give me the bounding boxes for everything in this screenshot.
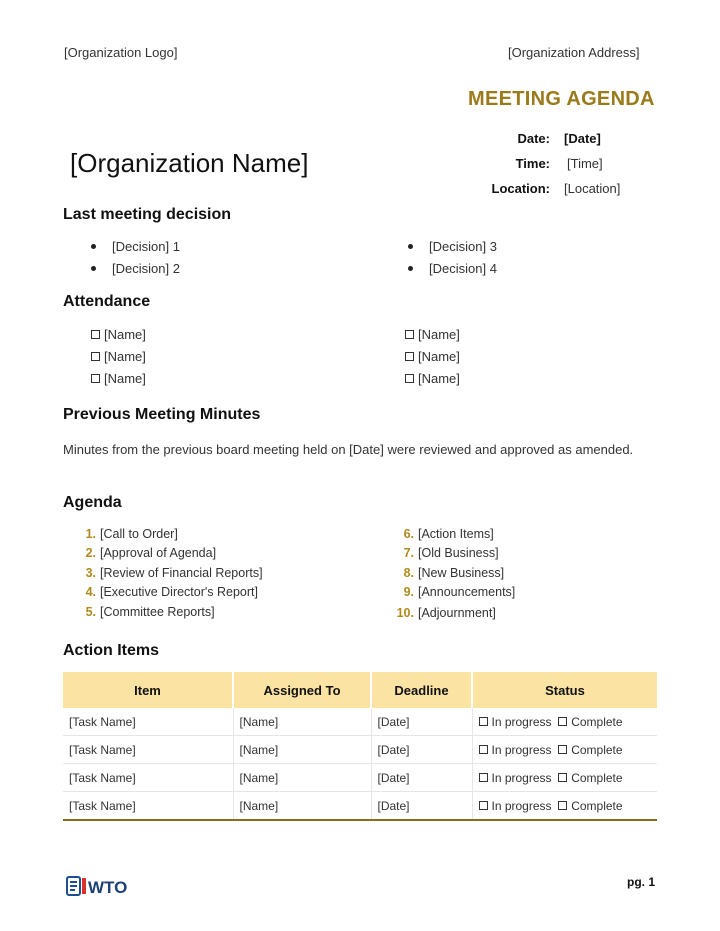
bullet-icon (408, 244, 413, 249)
assigned-cell: [Name] (233, 708, 371, 736)
agenda-item (74, 585, 258, 599)
attendee-item (91, 327, 146, 342)
action-items-table (63, 672, 657, 821)
agenda-label: [Adjournment] (418, 606, 496, 620)
agenda-label: [New Business] (418, 566, 505, 580)
task-name-cell: [Task Name] (63, 708, 233, 736)
organization-address-placeholder: [Organization Address] (508, 45, 640, 60)
checkbox-icon[interactable] (405, 374, 414, 383)
agenda-label: [Announcements] (418, 585, 516, 599)
agenda-item (392, 606, 496, 620)
status-cell (472, 792, 657, 821)
checkbox-icon[interactable] (479, 801, 488, 810)
status-cell (472, 708, 657, 736)
table-header-row (63, 672, 657, 708)
checkbox-icon[interactable] (91, 330, 100, 339)
agenda-number: 8. (403, 566, 414, 580)
status-in-progress-label: In progress (491, 770, 552, 785)
page-number: pg. 1 (627, 875, 656, 889)
minutes-heading: Previous Meeting Minutes (63, 406, 261, 423)
deadline-cell: [Date] (371, 792, 472, 821)
bullet-icon (91, 266, 96, 271)
agenda-number: 9. (403, 585, 414, 599)
time-value: [Time] (567, 156, 603, 171)
agenda-label: [Executive Director's Report] (100, 585, 258, 599)
attendee-name: [Name] (418, 327, 460, 342)
logo-text: WTO (88, 878, 128, 897)
agenda-label: [Old Business] (418, 546, 499, 560)
checkbox-icon[interactable] (91, 374, 100, 383)
agenda-item (392, 566, 504, 580)
status-complete-label: Complete (571, 770, 623, 785)
agenda-number: 6. (403, 527, 414, 541)
status-in-progress-label: In progress (491, 798, 552, 813)
task-name-cell: [Task Name] (63, 764, 233, 792)
table-row (63, 736, 657, 764)
status-complete-label: Complete (571, 714, 623, 729)
deadline-cell: [Date] (371, 736, 472, 764)
attendee-name: [Name] (418, 371, 460, 386)
minutes-text: Minutes from the previous board meeting held on [Date] were reviewed and approved as amended. (63, 442, 634, 457)
organization-logo-placeholder: [Organization Logo] (64, 45, 178, 60)
agenda-item (74, 546, 216, 560)
last-meeting-heading: Last meeting decision (63, 206, 232, 223)
attendee-name: [Name] (104, 349, 146, 364)
status-complete-label: Complete (571, 798, 623, 813)
column-header-deadline: Deadline (371, 672, 472, 708)
status-in-progress-label: In progress (491, 742, 552, 757)
task-name-cell: [Task Name] (63, 736, 233, 764)
agenda-number: 1. (85, 527, 96, 541)
attendance-heading: Attendance (63, 293, 151, 310)
column-header-assigned: Assigned To (233, 672, 371, 708)
agenda-item (74, 527, 178, 541)
task-name-cell: [Task Name] (63, 792, 233, 821)
agenda-heading: Agenda (63, 494, 122, 511)
deadline-cell: [Date] (371, 708, 472, 736)
attendee-item (91, 349, 146, 364)
checkbox-icon[interactable] (91, 352, 100, 361)
decision-label: [Decision] 4 (429, 261, 497, 276)
agenda-item (392, 585, 515, 599)
attendee-item (405, 327, 460, 342)
column-header-status: Status (472, 672, 657, 708)
checkbox-icon[interactable] (558, 717, 567, 726)
attendee-item (91, 371, 146, 386)
date-label: Date: (517, 131, 550, 146)
checkbox-icon[interactable] (558, 773, 567, 782)
status-complete-label: Complete (571, 742, 623, 757)
agenda-label: [Approval of Agenda] (100, 546, 217, 560)
wto-logo (66, 874, 146, 900)
attendee-item (405, 349, 460, 364)
agenda-number: 7. (403, 546, 414, 560)
decision-label: [Decision] 2 (112, 261, 180, 276)
status-cell (472, 764, 657, 792)
status-in-progress-label: In progress (491, 714, 552, 729)
status-cell (472, 736, 657, 764)
checkbox-icon[interactable] (479, 745, 488, 754)
decision-item (408, 261, 497, 276)
document-title: MEETING AGENDA (468, 88, 655, 110)
checkbox-icon[interactable] (479, 773, 488, 782)
attendee-name: [Name] (104, 327, 146, 342)
decision-item (408, 239, 497, 254)
agenda-label: [Committee Reports] (100, 605, 215, 619)
deadline-cell: [Date] (371, 764, 472, 792)
action-items-heading: Action Items (63, 642, 160, 659)
attendee-name: [Name] (418, 349, 460, 364)
agenda-item (392, 546, 499, 560)
table-row (63, 764, 657, 792)
assigned-cell: [Name] (233, 736, 371, 764)
agenda-number: 5. (85, 605, 96, 619)
agenda-number: 3. (85, 566, 96, 580)
checkbox-icon[interactable] (479, 717, 488, 726)
agenda-item (74, 566, 263, 580)
checkbox-icon[interactable] (405, 352, 414, 361)
table-row (63, 792, 657, 821)
bullet-icon (91, 244, 96, 249)
date-value: [Date] (564, 131, 601, 146)
location-label: Location: (491, 181, 550, 196)
attendee-item (405, 371, 460, 386)
decision-item (91, 261, 180, 276)
agenda-label: [Call to Order] (100, 527, 178, 541)
decision-label: [Decision] 1 (112, 239, 180, 254)
agenda-label: [Action Items] (418, 527, 494, 541)
checkbox-icon[interactable] (405, 330, 414, 339)
bullet-icon (408, 266, 413, 271)
time-label: Time: (515, 156, 550, 171)
assigned-cell: [Name] (233, 792, 371, 821)
attendee-name: [Name] (104, 371, 146, 386)
agenda-number: 2. (85, 546, 96, 560)
agenda-item (74, 605, 215, 619)
column-header-item: Item (63, 672, 233, 708)
agenda-number: 10. (396, 606, 414, 620)
decision-item (91, 239, 180, 254)
checkbox-icon[interactable] (558, 801, 567, 810)
checkbox-icon[interactable] (558, 745, 567, 754)
assigned-cell: [Name] (233, 764, 371, 792)
decision-label: [Decision] 3 (429, 239, 497, 254)
agenda-label: [Review of Financial Reports] (100, 566, 263, 580)
agenda-number: 4. (85, 585, 96, 599)
table-row (63, 708, 657, 736)
location-value: [Location] (564, 181, 621, 196)
agenda-item (392, 527, 494, 541)
organization-name: [Organization Name] (70, 148, 309, 178)
